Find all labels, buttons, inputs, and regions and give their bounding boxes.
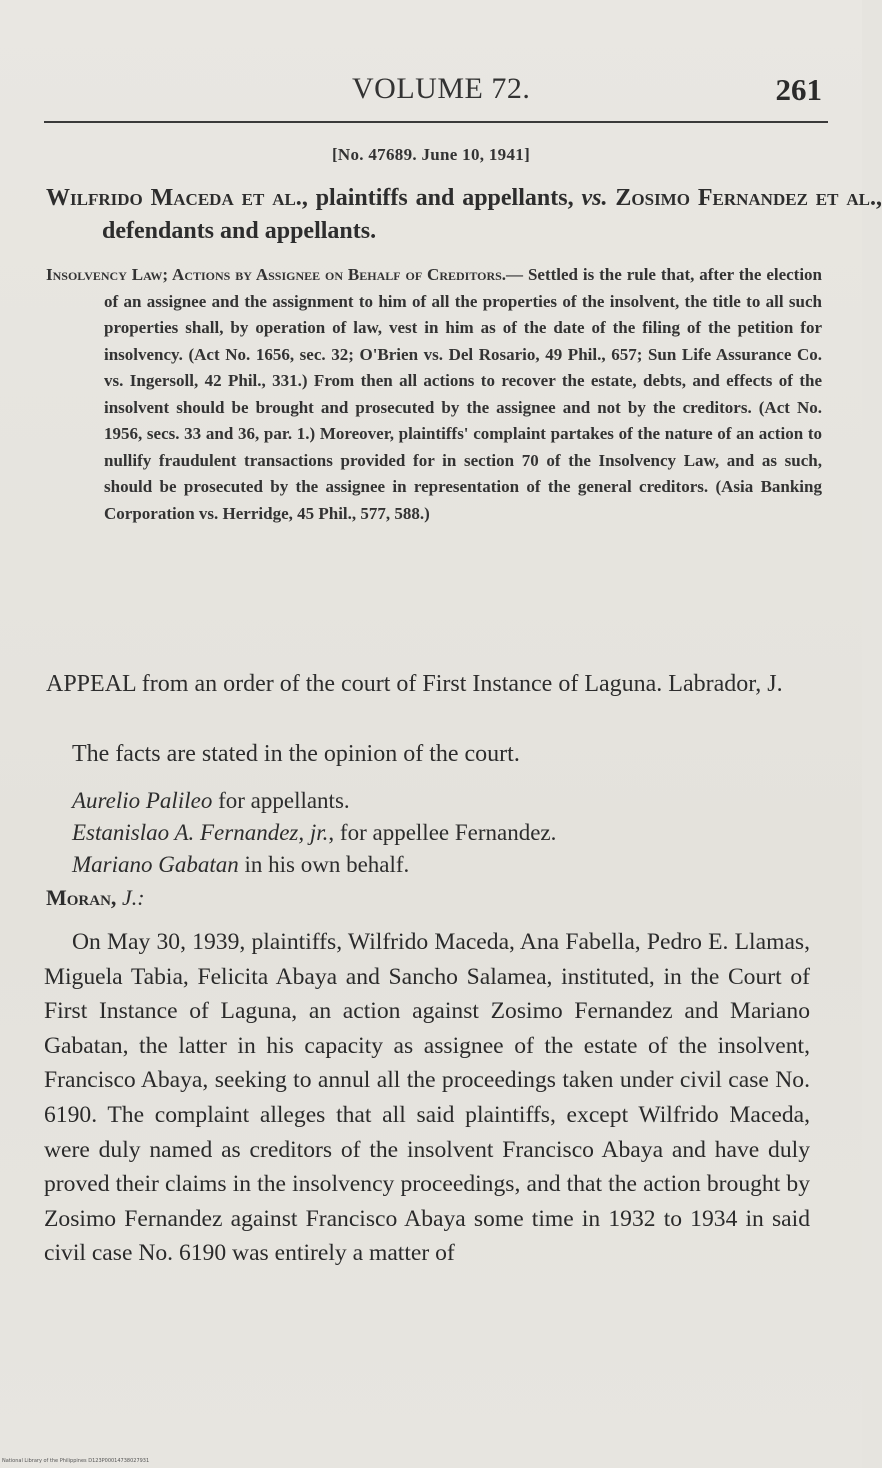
defendants-name: Zosimo Fernandez et al. bbox=[607, 185, 876, 211]
scan-footer: National Library of the Philippines D123P00014738027931 bbox=[2, 1458, 150, 1464]
counsel-role: , for appellee Fernandez. bbox=[328, 820, 557, 845]
syllabus bbox=[46, 262, 822, 527]
case-number-date: [No. 47689. June 10, 1941] bbox=[331, 145, 531, 164]
page-number: 261 bbox=[775, 72, 822, 107]
opinion-paragraph: On May 30, 1939, plaintiffs, Wilfrido Maceda, Ana Fabella, Pedro E. Llamas, Miguela Tabia, Felicita Abaya and Sancho Salamea, instituted, in the Court of First Instance of Laguna, an action against Zosimo Fernandez and Mariano Gabatan, the latter in his capacity as assignee of the estate of the insolvent, Francisco Abaya, seeking to annul all the proceedings taken under civil case No. 6190. The complaint alleges that all said plaintiffs, except Wilfrido Maceda, were duly named as creditors of the insolvent Francisco Abaya and have duly proved their claims in the insolvency proceedings, and that the action brought by Zosimo Fernandez against Francisco Abaya some time in 1932 to 1934 in said civil case No. 6190 was entirely a matter of bbox=[44, 929, 810, 1267]
syllabus-text: Settled is the rule that, after the election of an assignee and the assignment to him of all the properties of the insolvent, the title to all such properties shall, by operation of law, vest in him as of the date of the filing of the petition for insolvency. (Act No. 1656, sec. 32; O'Brien vs. Del Rosario, 49 Phil., 657; Sun Life Assurance Co. vs. Ingersoll, 42 Phil., 331.) From then all actions to recover the estate, debts, and effects of the insolvent should be brought and prosecuted by the assignee and not by the creditors. (Act No. 1956, secs. 33 and 36, par. 1.) Moreover, plaintiffs' complaint partakes of the nature of an action to nullify fraudulent transactions provided for in section 70 of the Insolvency Law, and as such, should be prosecuted by the assignee in representation of the general creditors. (Asia Banking Corporation vs. Herridge, 45 Phil., 577, 588.) bbox=[104, 265, 823, 523]
counsel-name: Estanislao A. Fernandez, jr. bbox=[72, 820, 329, 845]
plaintiffs-role: , plaintiffs and appellants, bbox=[301, 185, 582, 211]
appeal-line: APPEAL from an order of the court of First Instance of Laguna. Labrador, J. bbox=[46, 671, 783, 697]
justice-suffix: J.: bbox=[121, 885, 145, 910]
counsel-entry bbox=[72, 849, 556, 881]
counsel-name: Mariano Gabatan bbox=[72, 852, 239, 877]
counsel-name: Aurelio Palileo bbox=[72, 788, 213, 813]
header-rule bbox=[44, 121, 828, 123]
counsel-role: for appellants. bbox=[212, 788, 350, 813]
counsel-entry bbox=[72, 817, 556, 849]
syllabus-heading: Insolvency Law; Actions by Assignee on Behalf of Creditors.— bbox=[46, 265, 524, 284]
defendants-role: , defendants and appellants. bbox=[102, 185, 882, 244]
facts-statement: The facts are stated in the opinion of the court. bbox=[72, 741, 520, 767]
counsel-entry bbox=[72, 785, 556, 817]
versus: vs. bbox=[581, 185, 608, 211]
justice-name: Moran, bbox=[46, 885, 117, 910]
counsel-role: in his own behalf. bbox=[238, 852, 410, 877]
volume-label: VOLUME 72. bbox=[352, 72, 531, 105]
running-head bbox=[0, 72, 862, 118]
opinion-author bbox=[46, 885, 145, 911]
case-title bbox=[46, 182, 882, 248]
plaintiffs-name: Wilfrido Maceda et al. bbox=[46, 185, 302, 211]
counsel-list bbox=[72, 785, 556, 881]
